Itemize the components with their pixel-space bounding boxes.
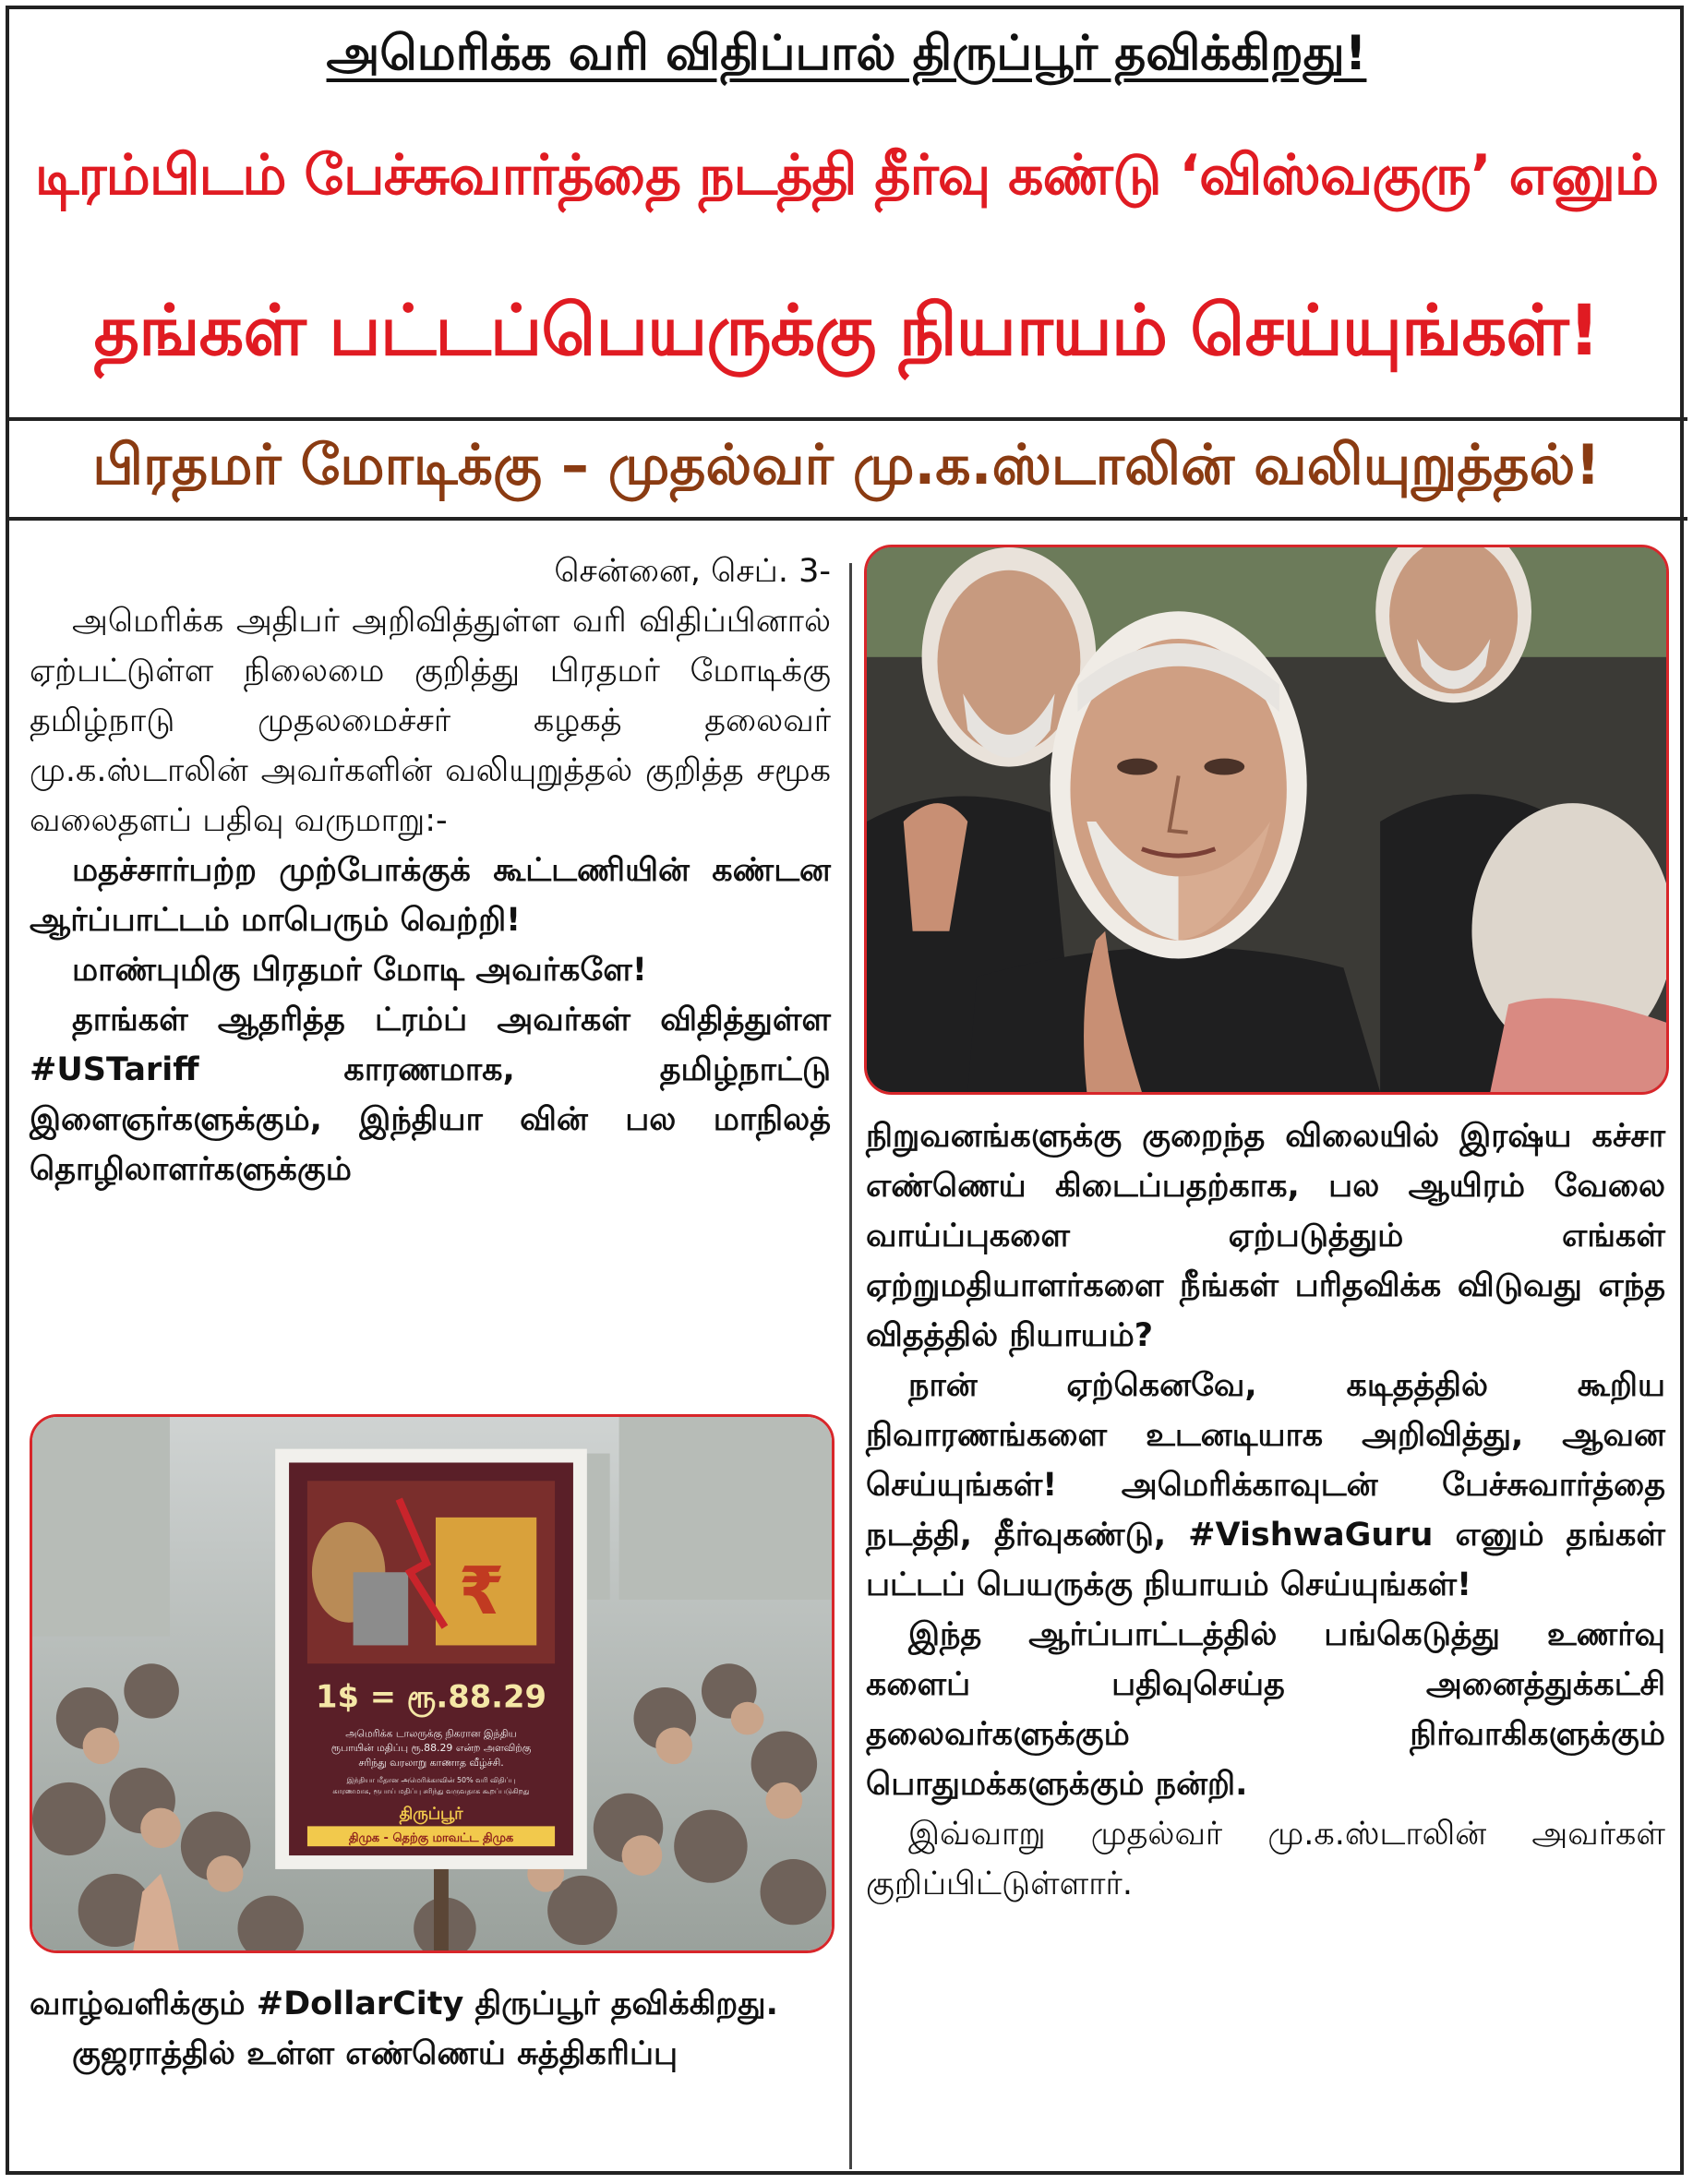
bold-paragraph-3: தாங்கள் ஆதரித்த ட்ரம்ப் அவர்கள் விதித்துள்ள #USTariff காரணமாக, தமிழ்நாட்டு இளைஞர்களுக்கும், இந்தியா வின் பல மாநிலத் தொழிலாளர்களுக்கும் [30, 1002, 831, 1188]
right-bold-paragraph-1: நிறுவனங்களுக்கு குறைந்த விலையில் இரஷ்ய கச்சா எண்ணெய் கிடைப்பதற்காக, பல ஆயிரம் வேலை வாய்ப்புகளை ஏற்படுத்தும் எங்கள் ஏற்றுமதியாளர்களை நீங்கள் பரிதவிக்க விடுவது எந்த விதத்தில் நியாயம்? [866, 1118, 1665, 1354]
bold-paragraph-5: குஜராத்தில் உள்ள எண்ணெய் சுத்திகரிப்பு [72, 2035, 678, 2072]
divider-top [6, 417, 1687, 421]
placard-line-2: ரூபாயின் மதிப்பு ரூ.88.29 என்ற அளவிற்கு [330, 1742, 532, 1755]
bold-paragraph-1: மதச்சார்பற்ற முற்போக்குக் கூட்டணியின் கண்டன ஆர்ப்பாட்டம் மாபெரும் வெற்றி! [30, 852, 831, 939]
bold-paragraph-4: வாழ்வளிக்கும் #DollarCity திருப்பூர் தவிக்கிறது. [30, 1986, 778, 2022]
placard-party: திமுக - தெற்கு மாவட்ட திமுக [348, 1831, 514, 1846]
placard-line-5: காரணமாக, ரூபாய் மதிப்பு சரிந்து வருவதாக கூறப்படுகிறது [332, 1786, 530, 1795]
left-column-top [30, 546, 831, 1194]
column-divider [849, 563, 852, 2169]
closing-paragraph: இவ்வாறு முதல்வர் மு.க.ஸ்டாலின் அவர்கள் குறிப்பிட்டுள்ளார். [866, 1816, 1665, 1902]
placard-photo-image [32, 1417, 832, 1950]
svg-text:₹: ₹ [458, 1552, 505, 1629]
bold-paragraph-2: மாண்புமிகு பிரதமர் மோடி அவர்களே! [72, 952, 647, 989]
right-bold-paragraph-2: நான் ஏற்கெனவே, கடிதத்தில் கூறிய நிவாரணங்களை உடனடியாக அறிவித்து, ஆவன செய்யுங்கள்! அமெரிக்காவுடன் பேச்சுவார்த்தை நடத்தி, தீர்வுகண்டு, #VishwaGuru எனும் தங்கள் பட்டப் பெயருக்கு நியாயம் செய்யுங்கள்! [866, 1367, 1665, 1603]
dateline: சென்னை, செப். 3- [554, 553, 831, 590]
headline-line-1: டிரம்பிடம் பேச்சுவார்த்தை நடத்தி தீர்வு கண்டு ‘விஸ்வகுரு’ எனும் [34, 143, 1659, 208]
masks-photo [864, 545, 1669, 1095]
divider-bottom [6, 517, 1687, 521]
placard-rate: 1$ = ரூ.88.29 [316, 1678, 546, 1715]
kicker-text: அமெரிக்க வரி விதிப்பால் திருப்பூர் தவிக்கிறது! [326, 26, 1367, 81]
intro-paragraph: அமெரிக்க அதிபர் அறிவித்துள்ள வரி விதிப்பினால் ஏற்பட்டுள்ள நிலைமை குறித்து பிரதமர் மோடிக்கு தமிழ்நாடு முதலமைச்சர் கழகத் தலைவர் மு.க.ஸ்டாலின் அவர்களின் வலியுறுத்தல் குறித்த சமூக வலைதளப் பதிவு வருமாறு:- [30, 603, 831, 839]
kicker-heading [0, 26, 1693, 88]
right-bold-paragraph-3: இந்த ஆர்ப்பாட்டத்தில் பங்கெடுத்து உணர்வு களைப் பதிவுசெய்த அனைத்துக்கட்சி தலைவர்களுக்கும் நிர்வாகிகளுக்கும் பொதுமக்களுக்கும் நன்றி. [866, 1616, 1665, 1803]
masks-photo-image [867, 547, 1666, 1092]
headline-line-2: தங்கள் பட்டப்பெயருக்கு நியாயம் செய்யுங்கள்! [93, 289, 1600, 371]
placard-line-1: அமெரிக்க டாலருக்கு நிகரான இந்திய [345, 1727, 517, 1740]
placard-line-3: சரிந்து வரலாறு காணாத வீழ்ச்சி. [358, 1757, 504, 1770]
placard-line-4: இந்தியா மீதான அமெரிக்காவின் 50% வரி விதிப்பு [346, 1775, 516, 1784]
placard-photo [30, 1414, 834, 1953]
subheadline: பிரதமர் மோடிக்கு – முதல்வர் மு.க.ஸ்டாலின் வலியுறுத்தல்! [92, 433, 1601, 498]
left-column-bottom [30, 1979, 831, 2079]
right-column [866, 1111, 1665, 1909]
placard-city: திருப்பூர் [399, 1804, 463, 1824]
